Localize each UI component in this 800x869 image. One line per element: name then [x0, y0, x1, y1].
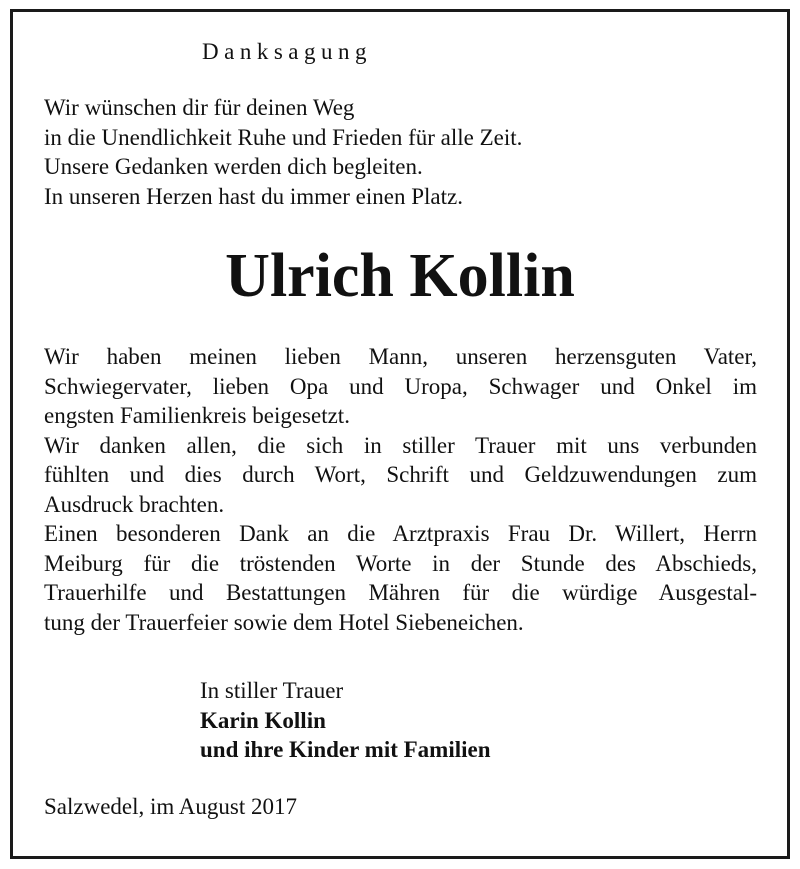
body-line: Einen besonderen Dank an die Arztpraxis Frau Dr. Willert, Herrn [44, 521, 757, 546]
poem-line: Unsere Gedanken werden dich begleiten. [44, 154, 423, 179]
signoff-name: Karin Kollin [200, 707, 326, 733]
signoff [200, 676, 491, 765]
body-line: Wir danken allen, die sich in stiller Trauer mit uns verbunden [44, 432, 757, 458]
place-date: Salzwedel, im August 2017 [44, 794, 297, 819]
body-text [44, 342, 757, 637]
poem [44, 93, 522, 211]
signoff-intro: In stiller Trauer [200, 678, 344, 703]
notice-heading: Danksagung [202, 39, 372, 64]
body-line: Schwiegervater, lieben Opa und Uropa, Schwager und Onkel im [44, 373, 757, 399]
body-line: fühlten und dies durch Wort, Schrift und Geldzuwendungen zum [44, 462, 757, 487]
body-line: Trauerhilfe und Bestattungen Mähren für die würdige Ausgestal- [44, 580, 757, 605]
body-line: Ausdruck brachten. [44, 491, 225, 517]
body-line: tung der Trauerfeier sowie dem Hotel Siebeneichen. [44, 609, 524, 635]
poem-line: In unseren Herzen hast du immer einen Platz. [44, 183, 463, 209]
body-line: engsten Familienkreis beigesetzt. [44, 403, 350, 428]
poem-line: in die Unendlichkeit Ruhe und Frieden für alle Zeit. [44, 124, 523, 150]
signoff-family: und ihre Kinder mit Familien [200, 737, 491, 762]
body-line: Wir haben meinen lieben Mann, unseren herzensguten Vater, [44, 344, 757, 369]
body-line: Meiburg für die tröstenden Worte in der Stunde des Abschieds, [44, 550, 757, 576]
poem-line: Wir wünschen dir für deinen Weg [44, 95, 355, 120]
deceased-name: Ulrich Kollin [225, 242, 575, 310]
